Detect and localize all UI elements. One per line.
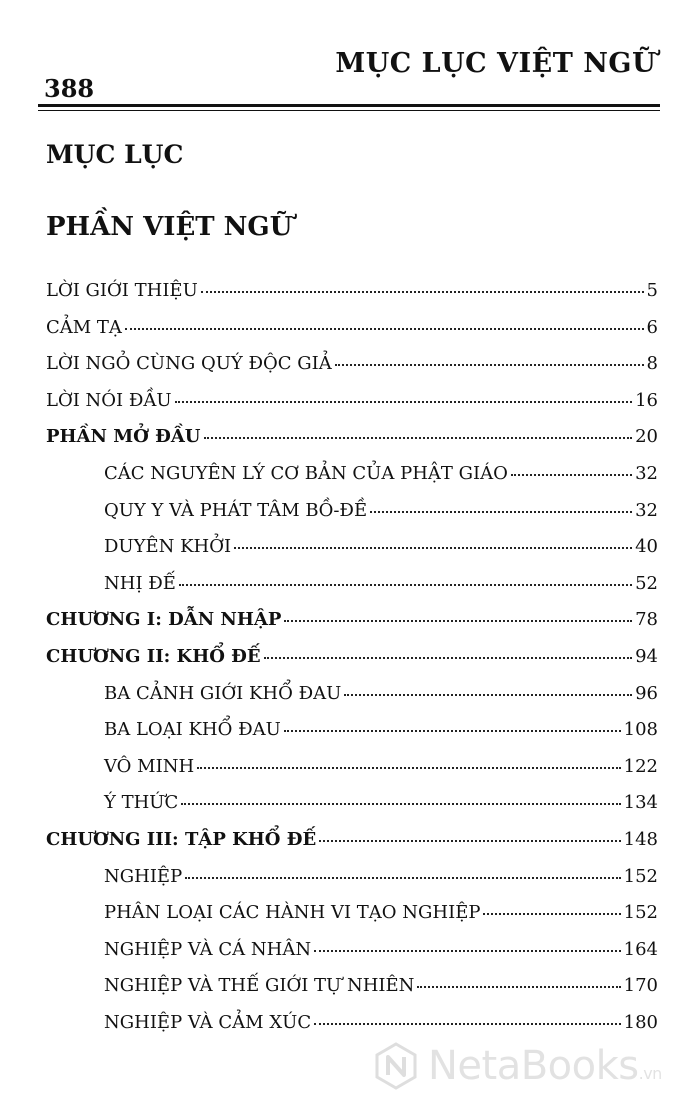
toc-entry-page: 40 [635, 536, 658, 558]
watermark-text: NetaBooks [428, 1043, 639, 1089]
toc-entry-page: 20 [635, 426, 658, 448]
toc-entry-page: 52 [635, 572, 658, 594]
toc-entry [46, 317, 658, 354]
toc-entry-title: CHƯƠNG I: DẪN NHẬP [46, 609, 282, 631]
toc-entry [46, 975, 658, 1012]
section-heading: PHẦN VIỆT NGỮ [46, 212, 293, 242]
toc-entry-title: NGHIỆP VÀ THẾ GIỚI TỰ NHIÊN [104, 975, 415, 997]
watermark [372, 1042, 662, 1090]
toc-entry-title: PHẦN MỞ ĐẦU [46, 426, 201, 448]
toc-entry-title: CẢM TẠ [46, 316, 122, 338]
toc-entry-page: 94 [635, 645, 658, 667]
toc-entry-page: 78 [635, 609, 658, 631]
running-title: MỤC LỤC VIỆT NGỮ [335, 48, 656, 79]
dot-leader [417, 986, 620, 988]
toc-entry-title: DUYÊN KHỞI [104, 536, 232, 558]
toc-entry [46, 866, 658, 903]
dot-leader [314, 950, 621, 952]
toc-entry-title: NGHIỆP [104, 865, 183, 887]
toc-entry [46, 500, 658, 537]
dot-leader [201, 291, 644, 293]
toc-entry-title: CÁC NGUYÊN LÝ CƠ BẢN CỦA PHẬT GIÁO [104, 462, 508, 484]
dot-leader [175, 401, 633, 403]
toc-entry-page: 152 [623, 902, 658, 924]
header-rule-thin [38, 110, 660, 111]
netabooks-logo-icon [372, 1042, 420, 1090]
toc-entry-page: 180 [623, 1011, 658, 1033]
dot-leader [181, 803, 620, 805]
toc-entry-page: 164 [623, 938, 658, 960]
dot-leader [284, 730, 621, 732]
toc-entry [46, 829, 658, 866]
page-number: 388 [44, 74, 95, 103]
toc-entry [46, 683, 658, 720]
toc-entry [46, 390, 658, 427]
toc-entry-title: PHÂN LOẠI CÁC HÀNH VI TẠO NGHIỆP [104, 902, 481, 924]
toc-entry-title: NGHIỆP VÀ CÁ NHÂN [104, 938, 312, 960]
toc-entry [46, 792, 658, 829]
dot-leader [264, 657, 632, 659]
header-rule-thick [38, 104, 660, 107]
toc-entry-title: NGHIỆP VÀ CẢM XÚC [104, 1011, 312, 1033]
toc-entry [46, 902, 658, 939]
dot-leader [483, 913, 620, 915]
dot-leader [179, 584, 632, 586]
toc-entry [46, 939, 658, 976]
toc-entry-page: 8 [646, 353, 658, 375]
dot-leader [511, 474, 632, 476]
watermark-suffix: .vn [638, 1064, 662, 1083]
toc-entry-title: LỜI NGỎ CÙNG QUÝ ĐỘC GIẢ [46, 353, 332, 375]
toc-entry [46, 646, 658, 683]
toc-entry-page: 152 [623, 865, 658, 887]
dot-leader [197, 767, 620, 769]
dot-leader [314, 1023, 621, 1025]
toc-entry [46, 426, 658, 463]
toc-entry-page: 134 [623, 792, 658, 814]
dot-leader [125, 328, 644, 330]
dot-leader [344, 694, 632, 696]
dot-leader [319, 840, 620, 842]
toc-entry-page: 32 [635, 499, 658, 521]
toc-entry [46, 609, 658, 646]
toc-entry [46, 536, 658, 573]
toc-entry-page: 170 [623, 975, 658, 997]
toc-entry [46, 756, 658, 793]
dot-leader [335, 364, 644, 366]
toc-entry-title: VÔ MINH [104, 755, 195, 777]
toc-entry-title: CHƯƠNG II: KHỔ ĐẾ [46, 645, 261, 667]
dot-leader [370, 511, 632, 513]
toc-entry-title: LỜI GIỚI THIỆU [46, 280, 198, 301]
toc-entry-title: CHƯƠNG III: TẬP KHỔ ĐẾ [46, 828, 317, 850]
toc-entry-page: 148 [623, 828, 658, 850]
toc-entry-page: 5 [646, 280, 658, 301]
toc-entry-title: BA LOẠI KHỔ ĐAU [104, 719, 281, 741]
toc-entry-page: 16 [635, 389, 658, 411]
toc-entry-title: NHỊ ĐẾ [104, 572, 176, 594]
toc-entry-page: 6 [646, 316, 658, 338]
toc-entry-page: 122 [623, 755, 658, 777]
toc-entry-title: Ý THỨC [104, 792, 179, 814]
toc-entry-title: QUY Y VÀ PHÁT TÂM BỒ-ĐỀ [104, 499, 368, 521]
toc-heading: MỤC LỤC [46, 140, 184, 169]
dot-leader [234, 547, 632, 549]
toc-entry-title: LỜI NÓI ĐẦU [46, 389, 172, 411]
toc-entry-page: 96 [635, 682, 658, 704]
toc-entry [46, 463, 658, 500]
toc-entry-title: BA CẢNH GIỚI KHỔ ĐAU [104, 682, 342, 704]
toc-list [46, 280, 658, 1048]
toc-entry [46, 719, 658, 756]
toc-entry-page: 32 [635, 462, 658, 484]
toc-entry [46, 573, 658, 610]
dot-leader [284, 620, 632, 622]
toc-entry [46, 353, 658, 390]
toc-entry-page: 108 [623, 719, 658, 741]
dot-leader [185, 877, 620, 879]
dot-leader [204, 437, 633, 439]
toc-entry [46, 280, 658, 317]
